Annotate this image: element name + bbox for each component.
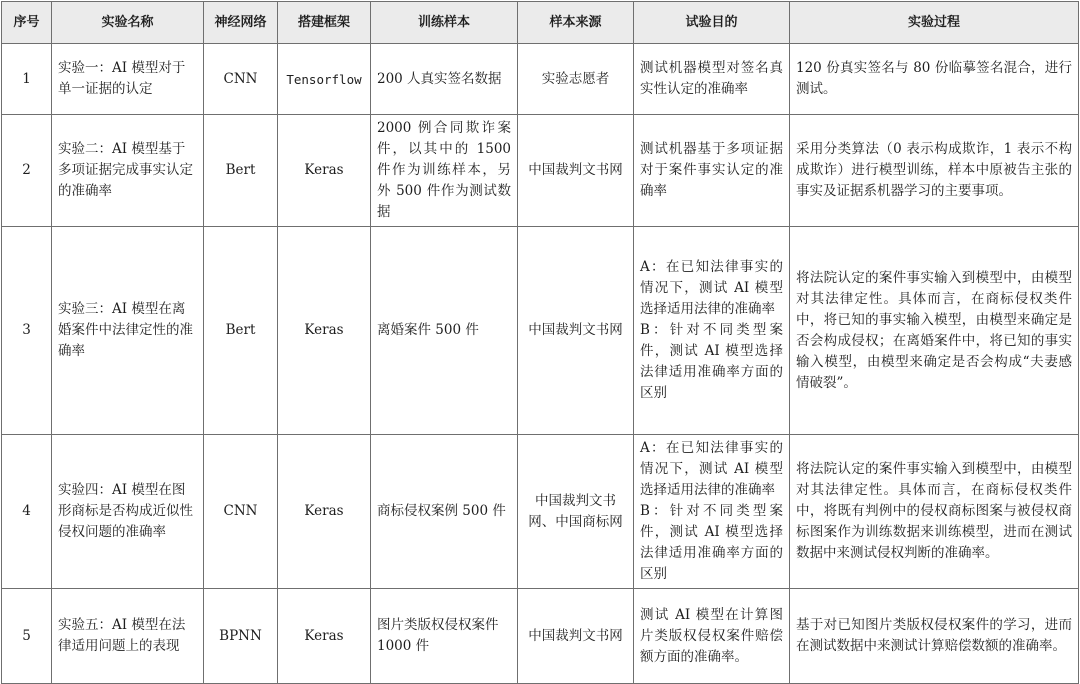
- cell-no: 2: [2, 115, 52, 227]
- purpose-line: 测试机器模型对签名真实性认定的准确率: [640, 60, 783, 97]
- cell-framework: Keras: [278, 589, 371, 684]
- cell-name: 实验二：AI 模型基于多项证据完成事实认定的准确率: [52, 115, 204, 227]
- purpose-line: 测试 AI 模型在计算图片类版权侵权案件赔偿额方面的准确率。: [640, 606, 783, 665]
- cell-no: 3: [2, 227, 52, 435]
- cell-process: 将法院认定的案件事实输入到模型中，由模型对其法律定性。具体而言，在商标侵权类件中，将已知的事实输入模型，由模型来确定是否会构成侵权；在离婚案件中，将已知的事实输入模型，由模型来确定是否会构成“夫妻感情破裂”。: [790, 227, 1079, 435]
- cell-framework: Tensorflow: [278, 44, 371, 115]
- cell-no: 5: [2, 589, 52, 684]
- header-framework: 搭建框架: [278, 2, 371, 44]
- table-row: [2, 435, 1079, 589]
- cell-name: 实验一：AI 模型对于单一证据的认定: [52, 44, 204, 115]
- cell-samples: 200 人真实签名数据: [371, 44, 518, 115]
- cell-no: 1: [2, 44, 52, 115]
- cell-samples: 2000 例合同欺诈案件，以其中的 1500 件作为训练样本，另外 500 件作为测试数据: [371, 115, 518, 227]
- cell-process: 基于对已知图片类版权侵权案件的学习，进而在测试数据中来测试计算赔偿数额的准确率。: [790, 589, 1079, 684]
- cell-process: 将法院认定的案件事实输入到模型中，由模型对其法律定性。具体而言，在商标侵权类件中，将既有判例中的侵权商标图案与被侵权商标图案作为训练数据来训练模型，进而在测试数据中来测试侵权判断的准确率。: [790, 435, 1079, 589]
- purpose-line-b: B：针对不同类型案件，测试 AI 模型选择法律适用准确率方面的区别: [640, 503, 783, 582]
- cell-purpose: [634, 115, 790, 227]
- cell-name: 实验四：AI 模型在图形商标是否构成近似性侵权问题的准确率: [52, 435, 204, 589]
- cell-source: 中国裁判文书网: [518, 589, 634, 684]
- header-source: 样本来源: [518, 2, 634, 44]
- cell-samples: 商标侵权案例 500 件: [371, 435, 518, 589]
- cell-network: CNN: [204, 44, 278, 115]
- cell-purpose: [634, 435, 790, 589]
- experiment-table: [1, 1, 1079, 684]
- header-name: 实验名称: [52, 2, 204, 44]
- cell-source: 中国裁判文书网: [518, 115, 634, 227]
- cell-source: 中国裁判文书网、中国商标网: [518, 435, 634, 589]
- purpose-line-a: A：在已知法律事实的情况下，测试 AI 模型选择适用法律的准确率: [640, 440, 783, 498]
- cell-source: 中国裁判文书网: [518, 227, 634, 435]
- cell-source: 实验志愿者: [518, 44, 634, 115]
- cell-samples: 离婚案件 500 件: [371, 227, 518, 435]
- cell-network: Bert: [204, 115, 278, 227]
- table-row: [2, 227, 1079, 435]
- table-row: [2, 115, 1079, 227]
- cell-no: 4: [2, 435, 52, 589]
- header-no: 序号: [2, 2, 52, 44]
- cell-name: 实验五：AI 模型在法律适用问题上的表现: [52, 589, 204, 684]
- cell-network: CNN: [204, 435, 278, 589]
- purpose-line-b: B：针对不同类型案件，测试 AI 模型选择法律适用准确率方面的区别: [640, 322, 783, 401]
- cell-framework: Keras: [278, 227, 371, 435]
- cell-network: Bert: [204, 227, 278, 435]
- cell-purpose: [634, 44, 790, 115]
- cell-name: 实验三：AI 模型在离婚案件中法律定性的准确率: [52, 227, 204, 435]
- cell-framework: Keras: [278, 115, 371, 227]
- cell-network: BPNN: [204, 589, 278, 684]
- header-purpose: 试验目的: [634, 2, 790, 44]
- cell-framework: Keras: [278, 435, 371, 589]
- cell-samples: 图片类版权侵权案件 1000 件: [371, 589, 518, 684]
- cell-purpose: [634, 589, 790, 684]
- header-row: [2, 2, 1079, 44]
- cell-process: 采用分类算法（0 表示构成欺诈，1 表示不构成欺诈）进行模型训练，样本中原被告主张的事实及证据系机器学习的主要事项。: [790, 115, 1079, 227]
- header-network: 神经网络: [204, 2, 278, 44]
- cell-purpose: [634, 227, 790, 435]
- purpose-line-a: A：在已知法律事实的情况下，测试 AI 模型选择适用法律的准确率: [640, 259, 783, 317]
- table-row: [2, 44, 1079, 115]
- table-row: [2, 589, 1079, 684]
- header-process: 实验过程: [790, 2, 1079, 44]
- header-samples: 训练样本: [371, 2, 518, 44]
- purpose-line: 测试机器基于多项证据对于案件事实认定的准确率: [640, 141, 783, 199]
- cell-process: 120 份真实签名与 80 份临摹签名混合，进行测试。: [790, 44, 1079, 115]
